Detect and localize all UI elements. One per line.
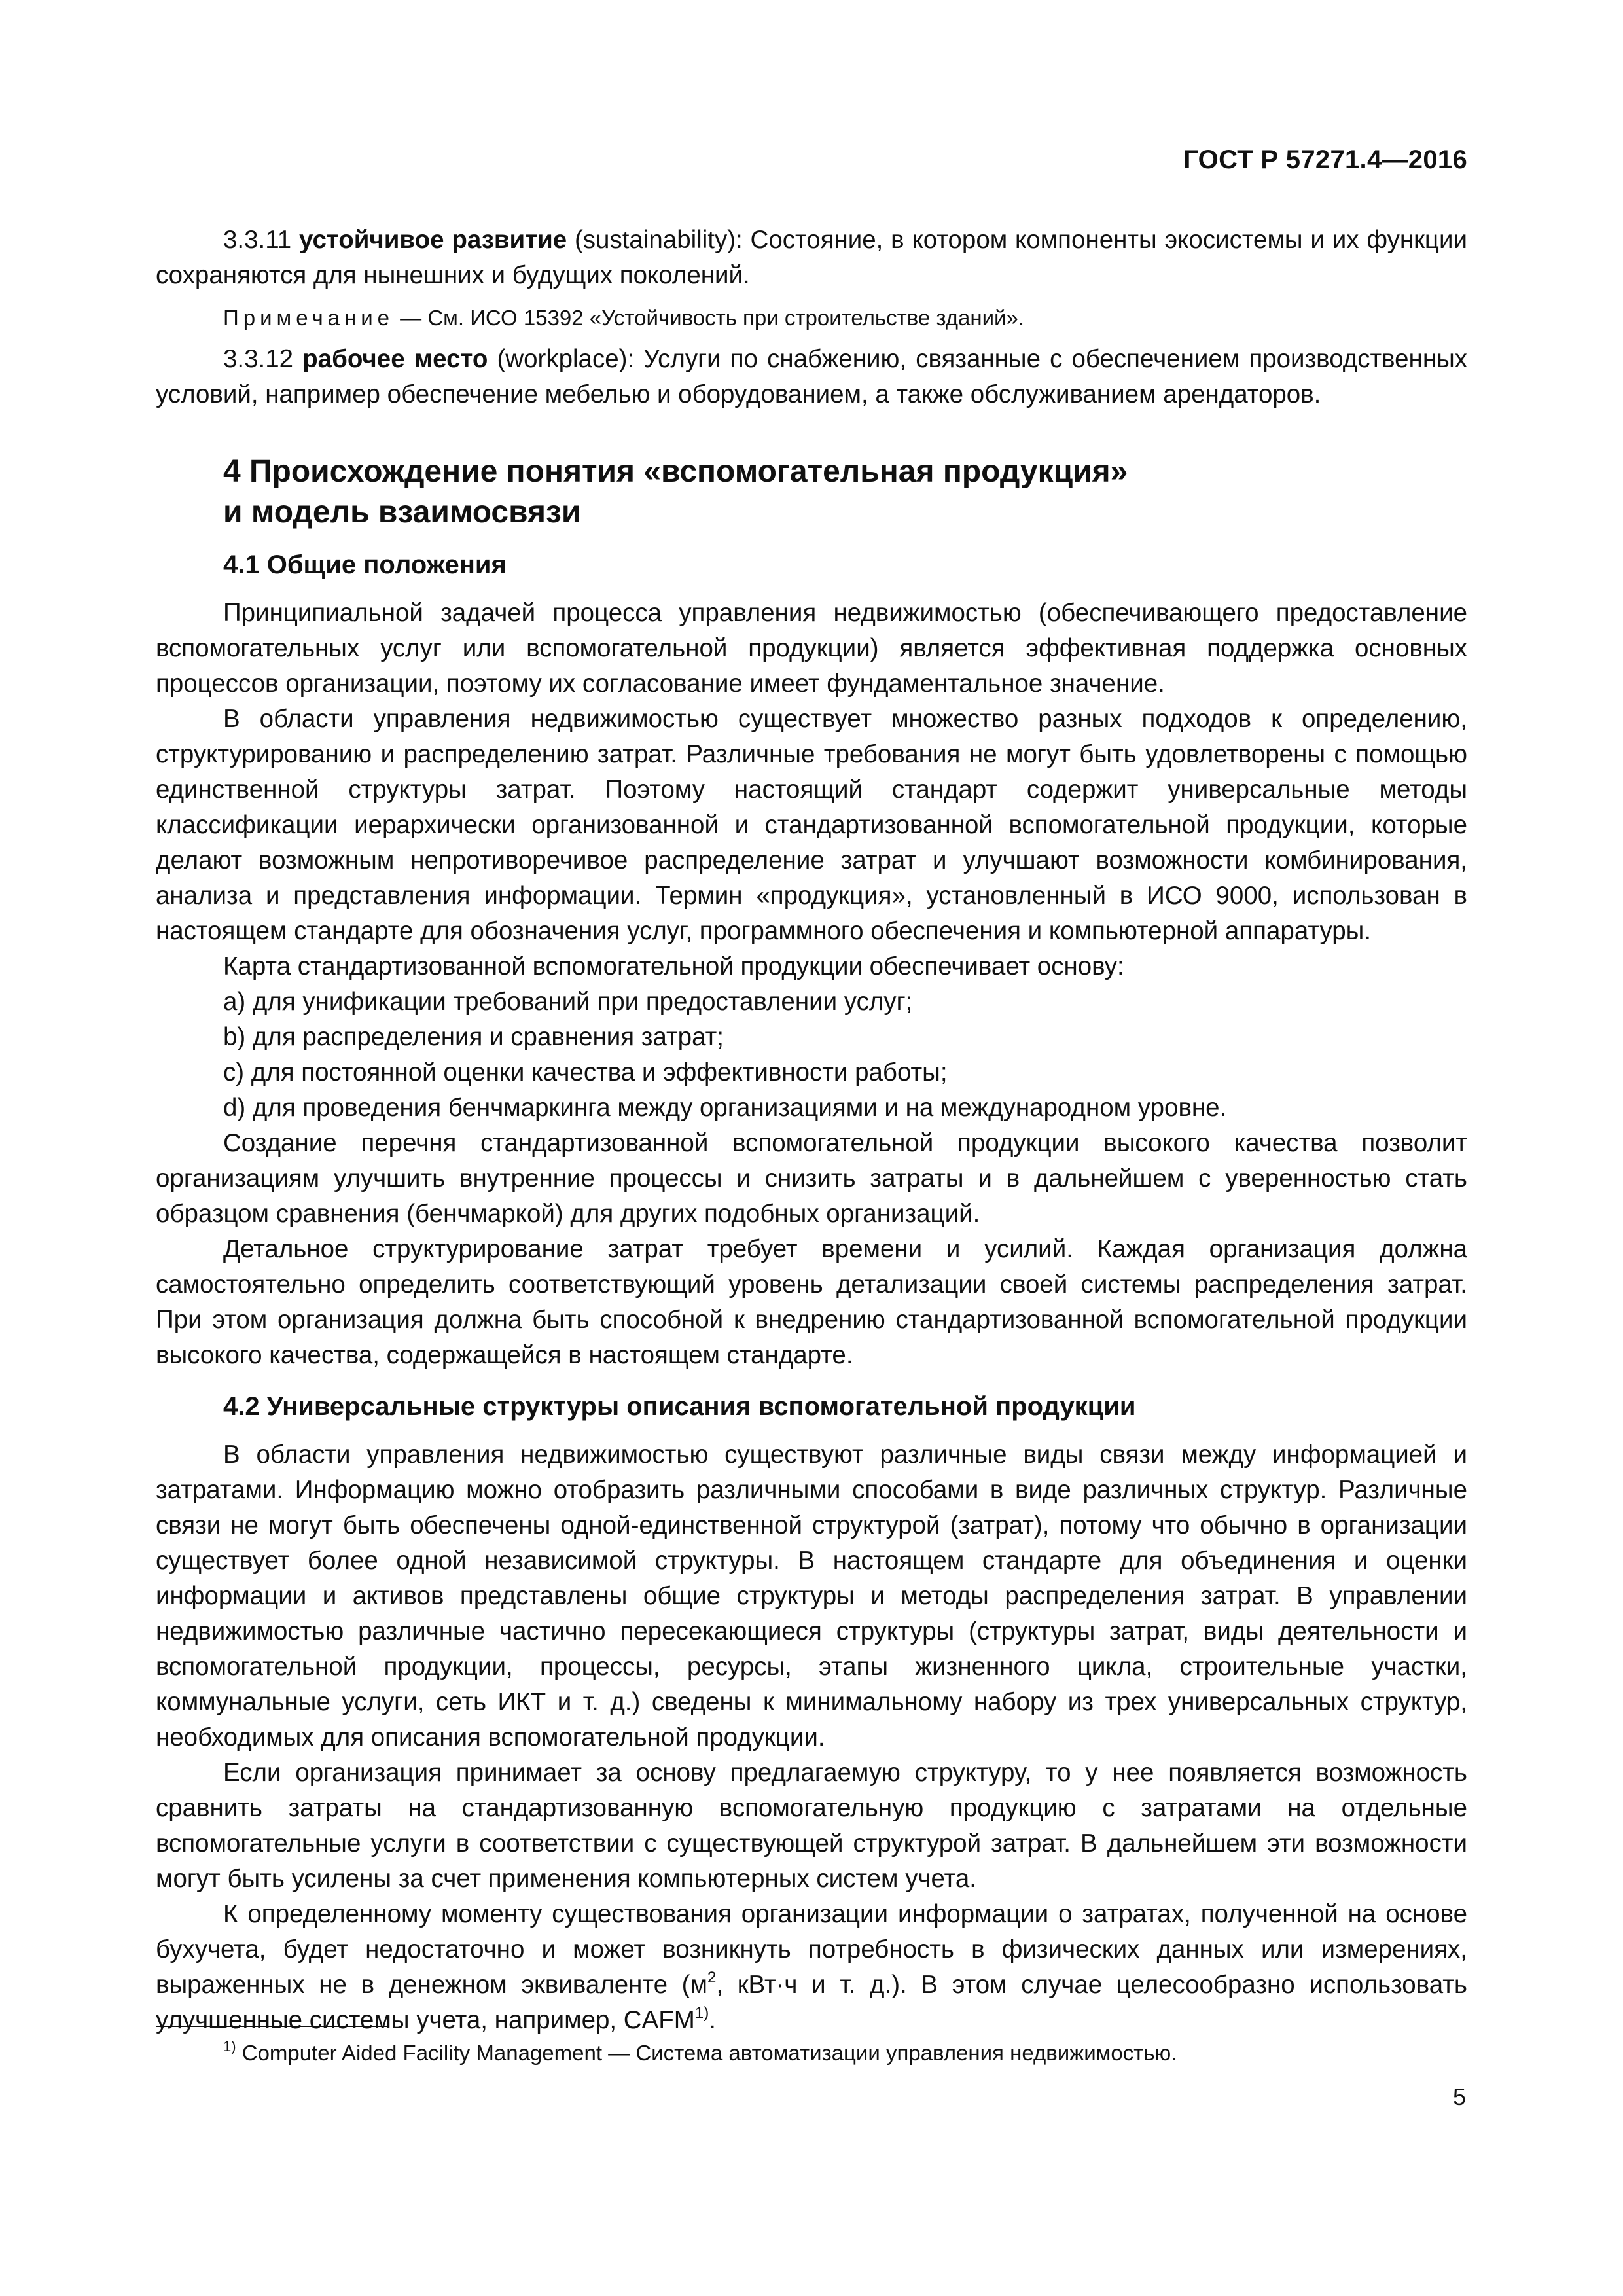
term-definition: (sustainability): Состояние, в котором компоненты экосистемы и их функции сохраняются для нынешних и будущих поколений. bbox=[156, 226, 1467, 289]
paragraph: Детальное структурирование затрат требует времени и усилий. Каждая организация должна самостоятельно определить соответствующий уровень детализации своей системы распределения затрат. При этом организация должна быть способной к внедрению стандартизованной вспомогательной продукции высокого качества, содержащейся в настоящем стандарте. bbox=[156, 1235, 1467, 1369]
paragraph-text: , кВт·ч и т. д.). В этом случае целесообразно использовать улучшенные системы учета, например, CAFM bbox=[156, 1971, 1467, 2034]
note-label: Примечание bbox=[223, 306, 395, 330]
section-4-title-line1: 4 Происхождение понятия «вспомогательная продукция» bbox=[223, 454, 1128, 489]
section-4-1-heading: 4.1 Общие положения bbox=[223, 550, 507, 579]
paragraph: В области управления недвижимостью существует множество разных подходов к определению, структурированию и распределению затрат. Различные требования не могут быть удовлетворены с помощью единственной структуры затрат. Поэтому настоящий стандарт содержит универсальные методы классификации иерархически организованной и стандартизованной вспомогательной продукции, которые делают возможным непротиворечивое распределение затрат и улучшают возможности комбинирования, анализа и представления информации. Термин «продукция», установленный в ИСО 9000, использован в настоящем стандарте для обозначения услуг, программного обеспечения и компьютерной аппаратуры. bbox=[156, 705, 1467, 945]
note-text: — См. ИСО 15392 «Устойчивость при строительстве зданий». bbox=[394, 306, 1025, 330]
list-item: a) для унификации требований при предоставлении услуг; bbox=[223, 988, 913, 1016]
paragraph: Карта стандартизованной вспомогательной продукции обеспечивает основу: bbox=[223, 952, 1124, 980]
list-item: d) для проведения бенчмаркинга между организациями и на международном уровне. bbox=[223, 1094, 1227, 1122]
section-4-title-line2: и модель взаимосвязи bbox=[223, 495, 581, 529]
list-item: c) для постоянной оценки качества и эффективности работы; bbox=[223, 1058, 948, 1086]
superscript: 2 bbox=[707, 1969, 717, 1986]
term-number: 3.3.12 bbox=[223, 345, 294, 373]
section-4-heading bbox=[156, 452, 1467, 533]
term-name: устойчивое развитие bbox=[299, 226, 567, 254]
footnote-ref: 1) bbox=[694, 2004, 709, 2022]
paragraph: Принципиальной задачей процесса управления недвижимостью (обеспечивающего предоставление вспомогательных услуг или вспомогательной продукции) является эффективная поддержка основных процессов организации, поэтому их согласование имеет фундаментальное значение. bbox=[156, 599, 1467, 698]
paragraph: В области управления недвижимостью существуют различные виды связи между информацией и затратами. Информацию можно отобразить различными способами в виде различных структур. Различные связи не могут быть обеспечены одной-единственной структурой (затрат), потому что обычно в организации существует более одной независимой структуры. В настоящем стандарте для объединения и оценки информации и активов представлены общие структуры и методы распределения затрат. В управлении недвижимостью различные частично пересекающиеся структуры (структуры затрат, виды деятельности и вспомогательной продукции, процессы, ресурсы, этапы жизненного цикла, строительные участки, коммунальные услуги, сеть ИКТ и т. д.) сведены к минимальному набору из трех универсальных структур, необходимых для описания вспомогательной продукции. bbox=[156, 1441, 1467, 1751]
footnote bbox=[223, 2037, 1467, 2069]
footnote-marker: 1) bbox=[223, 2038, 236, 2054]
page-content bbox=[156, 0, 1467, 2038]
standard-code: ГОСТ Р 57271.4—2016 bbox=[1183, 145, 1467, 174]
section-4-2-heading: 4.2 Универсальные структуры описания вспомогательной продукции bbox=[223, 1392, 1136, 1421]
term-3-3-11 bbox=[156, 223, 1467, 293]
paragraph-text: . bbox=[709, 2006, 716, 2034]
term-3-3-12 bbox=[156, 342, 1467, 412]
footnote-divider bbox=[156, 2026, 389, 2027]
footnote-text: Computer Aided Facility Management — Система автоматизации управления недвижимостью. bbox=[236, 2041, 1177, 2065]
paragraph-with-footnote-ref bbox=[156, 1897, 1467, 2038]
paragraph-text: К определенному моменту существования организации информации о затратах, полученной на основе бухучета, будет недостаточно и может возникнуть потребность в физических данных или измерениях, выраженных не в денежном эквиваленте (м bbox=[156, 1900, 1467, 1999]
term-number: 3.3.11 bbox=[223, 226, 292, 254]
note bbox=[156, 302, 1467, 334]
paragraph: Создание перечня стандартизованной вспомогательной продукции высокого качества позволит организациям улучшить внутренние процессы и снизить затраты и в дальнейшем с уверенностью стать образцом сравнения (бенчмаркой) для других подобных организаций. bbox=[156, 1129, 1467, 1228]
term-name: рабочее место bbox=[302, 345, 488, 373]
page-number: 5 bbox=[1452, 2083, 1466, 2110]
list-item: b) для распределения и сравнения затрат; bbox=[223, 1023, 724, 1051]
term-definition: (workplace): Услуги по снабжению, связанные с обеспечением производственных условий, например обеспечение мебелью и оборудованием, а также обслуживанием арендаторов. bbox=[156, 345, 1467, 408]
paragraph: Если организация принимает за основу предлагаемую структуру, то у нее появляется возможность сравнить затраты на стандартизованную вспомогательную продукцию с затратами на отдельные вспомогательные услуги в соответствии с существующей структурой затрат. В дальнейшем эти возможности могут быть усилены за счет применения компьютерных систем учета. bbox=[156, 1759, 1467, 1893]
